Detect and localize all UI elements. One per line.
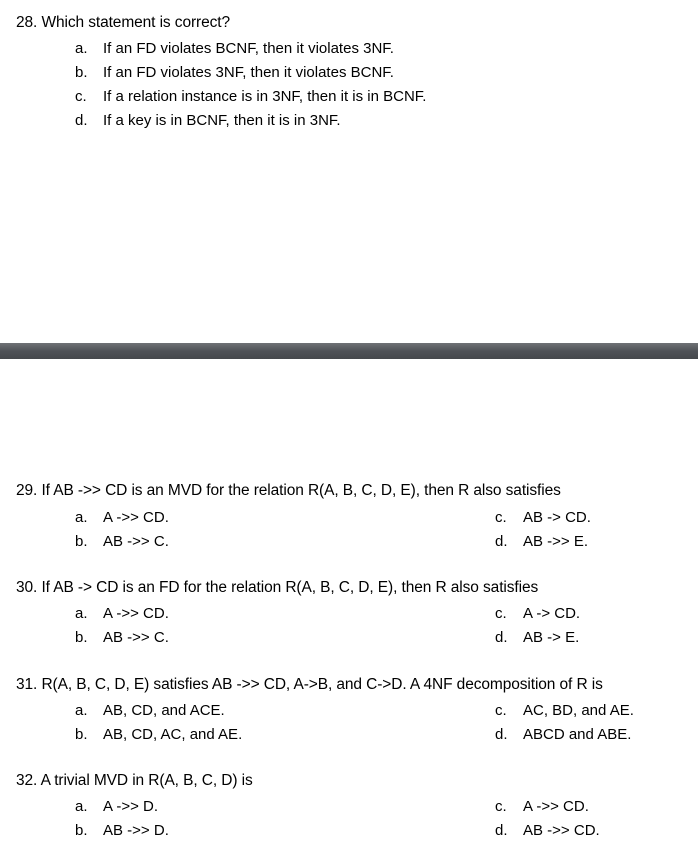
option-text: AB ->> C. [103, 533, 169, 550]
question-29-stem: 29. If AB ->> CD is an MVD for the relation R(A, B, C, D, E), then R also satisfies [16, 482, 561, 499]
option-letter: b. [75, 533, 88, 550]
option-letter: b. [75, 629, 88, 646]
question-31-option-c [495, 702, 634, 719]
question-29-option-a [75, 509, 169, 526]
option-text: AB ->> D. [103, 822, 169, 839]
option-letter: d. [495, 822, 508, 839]
question-30-stem: 30. If AB -> CD is an FD for the relation R(A, B, C, D, E), then R also satisfies [16, 579, 539, 596]
page-divider [0, 343, 698, 359]
question-31-option-a [75, 702, 225, 719]
option-text: AB, CD, and ACE. [103, 702, 225, 719]
option-letter: b. [75, 822, 88, 839]
option-text: AB ->> E. [523, 533, 589, 550]
question-32-option-d [495, 822, 600, 839]
option-letter: d. [75, 112, 88, 129]
option-letter: d. [495, 726, 508, 743]
question-32-option-b [75, 822, 169, 839]
question-31-option-b [75, 726, 242, 743]
question-28-option-d [75, 112, 341, 129]
question-29-option-b [75, 533, 169, 550]
question-32-option-c [495, 798, 589, 815]
question-28-option-b [75, 64, 394, 81]
question-29-option-c [495, 509, 591, 526]
question-31-stem: 31. R(A, B, C, D, E) satisfies AB ->> CD, A->B, and C->D. A 4NF decomposition of R is [16, 676, 603, 693]
option-letter: a. [75, 40, 88, 57]
option-text: AB ->> CD. [523, 822, 600, 839]
option-text: AB -> CD. [523, 509, 591, 526]
question-29-option-d [495, 533, 588, 550]
question-28-option-a [75, 40, 394, 57]
option-text: AB, CD, AC, and AE. [103, 726, 243, 743]
option-text: If an FD violates 3NF, then it violates BCNF. [103, 64, 394, 81]
option-text: If a relation instance is in 3NF, then it is in BCNF. [103, 88, 427, 105]
option-text: If an FD violates BCNF, then it violates 3NF. [103, 40, 394, 57]
option-letter: a. [75, 798, 88, 815]
option-letter: d. [495, 629, 508, 646]
option-text: If a key is in BCNF, then it is in 3NF. [103, 112, 341, 129]
option-text: A -> CD. [523, 605, 581, 622]
option-text: AB -> E. [523, 629, 580, 646]
option-letter: c. [75, 88, 87, 105]
option-letter: b. [75, 64, 88, 81]
option-letter: a. [75, 509, 88, 526]
option-letter: d. [495, 533, 508, 550]
option-letter: a. [75, 702, 88, 719]
question-32-option-a [75, 798, 158, 815]
option-text: AB ->> C. [103, 629, 169, 646]
question-32-stem: 32. A trivial MVD in R(A, B, C, D) is [16, 772, 253, 789]
option-letter: c. [495, 605, 507, 622]
option-letter: c. [495, 509, 507, 526]
option-text: A ->> CD. [103, 605, 169, 622]
question-30-option-a [75, 605, 169, 622]
option-text: AC, BD, and AE. [523, 702, 634, 719]
option-text: A ->> D. [103, 798, 159, 815]
option-text: A ->> CD. [103, 509, 169, 526]
question-30-option-d [495, 629, 579, 646]
question-28-stem: 28. Which statement is correct? [16, 14, 230, 31]
question-31-option-d [495, 726, 631, 743]
question-28-option-c [75, 88, 426, 105]
option-letter: a. [75, 605, 88, 622]
option-text: ABCD and ABE. [523, 726, 632, 743]
option-text: A ->> CD. [523, 798, 589, 815]
question-30-option-b [75, 629, 169, 646]
option-letter: c. [495, 702, 507, 719]
question-30-option-c [495, 605, 580, 622]
option-letter: c. [495, 798, 507, 815]
option-letter: b. [75, 726, 88, 743]
